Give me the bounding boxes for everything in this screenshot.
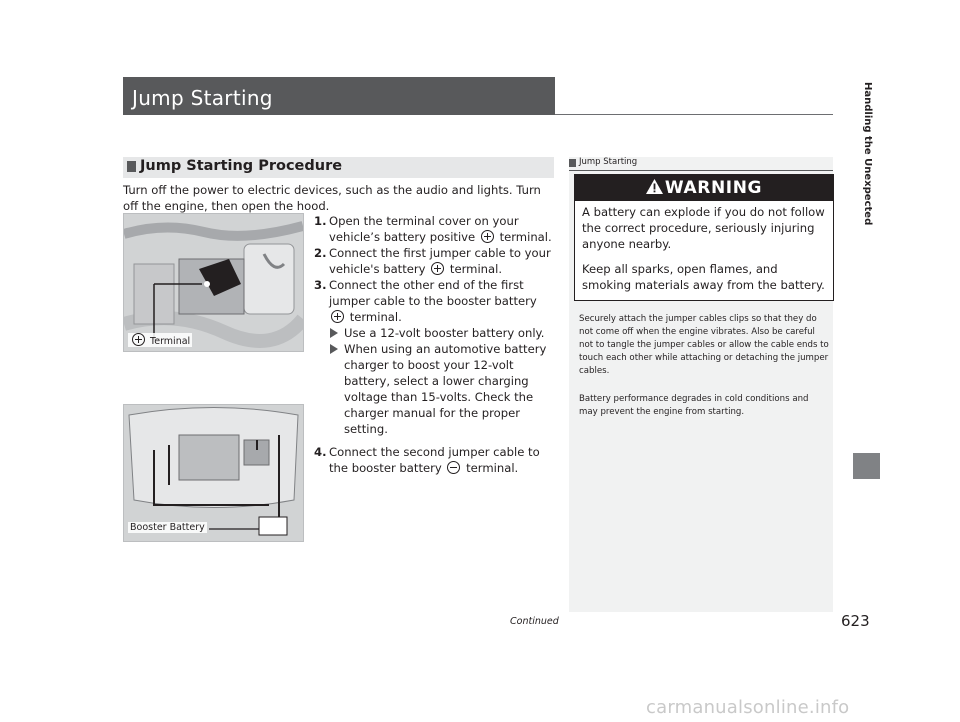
chapter-label [855,82,881,452]
warning-title [575,178,833,198]
continued-note: Continued [510,616,559,627]
step-text-end: terminal. [499,230,552,244]
substep-1 [314,325,554,341]
sidebar-heading-text: Jump Starting [579,157,638,167]
section-marker-icon [127,161,136,172]
plus-terminal-icon [132,333,145,346]
warning-text-1: A battery can explode if you do not follow the correct procedure, seriously injuring anyone nearby. [582,205,825,251]
step-2 [314,245,554,277]
page-title-bar [123,77,555,115]
title-rule [555,114,833,115]
page-number: 623 [841,612,870,630]
warning-text-2: Keep all sparks, open flames, and smoking materials away from the battery. [582,262,825,292]
step-text-end: terminal. [349,310,402,324]
arrow-right-icon [330,328,338,338]
step-number: 1. [314,214,327,228]
page-title: Jump Starting [132,86,273,110]
step-1 [314,213,554,245]
step-text: Connect the other end of the first jumper cable to the booster battery [329,278,537,308]
step-4 [314,444,554,476]
warning-header [575,175,833,201]
reference-marker-icon [569,159,576,167]
substep-2 [314,341,554,437]
jumper-connection-illustration [124,405,303,541]
section-title: Jump Starting Procedure [140,158,343,174]
plus-terminal-icon [331,310,344,323]
section-header [123,157,554,178]
warning-triangle-icon [646,179,663,194]
chapter-label-text: Handling the Unexpected [862,82,873,226]
battery-terminal-figure [123,213,304,352]
step-text-end: terminal. [466,461,519,475]
terminal-callout [128,333,192,347]
warning-box [574,174,834,301]
booster-battery-label: Booster Battery [130,522,205,533]
sidebar-heading [569,157,833,171]
step-text-end: terminal. [449,262,503,276]
warning-title-text: WARNING [664,178,763,198]
step-3 [314,277,554,325]
sidebar-note-2: Battery performance degrades in cold conditions and may prevent the engine from starting. [579,394,809,417]
step-number: 2. [314,246,327,260]
step-text: Connect the second jumper cable to the booster battery [329,445,540,475]
chapter-tab [853,453,880,479]
step-number: 3. [314,278,327,292]
minus-terminal-icon [447,461,460,474]
substep-text: Use a 12-volt booster battery only. [344,326,545,340]
substep-text: When using an automotive battery charger to boost your 12-volt battery, select a lower charging voltage than 15-volts. Check the charger manual for the proper setting. [344,342,547,436]
arrow-right-icon [330,344,338,354]
plus-terminal-icon [431,262,444,275]
sidebar-note-1: Securely attach the jumper cables clips so that they do not come off when the engine vibrates. Also be careful not to tangle the jumper cables or allow the cable ends to touch each other while attaching or detaching the jumper cables. [579,314,829,376]
plus-terminal-icon [481,230,494,243]
terminal-label: Terminal [150,336,191,347]
step-text: Connect the first jumper cable to your vehicle's battery [329,246,551,276]
procedure-steps [314,213,554,476]
step-number: 4. [314,445,327,459]
watermark: carmanualsonline.info [646,697,850,718]
step-text: Open the terminal cover on your vehicle’s battery positive [329,214,519,244]
engine-bay-illustration [124,214,303,351]
booster-battery-figure [123,404,304,542]
intro-text: Turn off the power to electric devices, such as the audio and lights. Turn off the engine, then open the hood. [123,183,541,213]
